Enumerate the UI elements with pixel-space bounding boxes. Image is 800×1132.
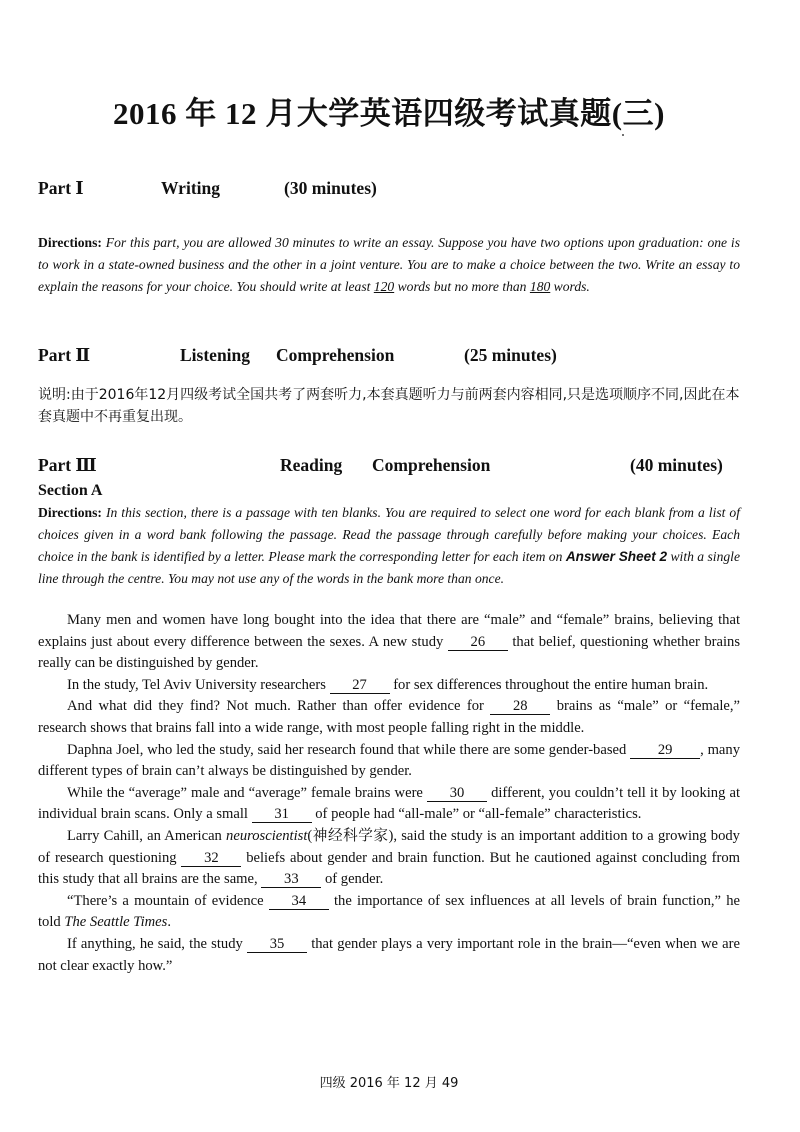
part1-label: Part Ⅰ [38, 178, 84, 198]
part2-note: 说明:由于2016年12月四级考试全国共考了两套听力,本套真题听力与前两套内容相同,只是选项顺序不同,因此在本套真题中不再重复出现。 [38, 387, 740, 425]
part1-directions [38, 232, 740, 298]
blank-35[interactable]: 35 [247, 936, 307, 953]
blank-33[interactable]: 33 [261, 871, 321, 888]
blank-30[interactable]: 30 [427, 785, 487, 802]
blank-29[interactable]: 29 [630, 742, 700, 759]
answer-sheet-ref: Answer Sheet 2 [565, 549, 668, 564]
passage-paragraph: If anything, he said, the study 35 that gender plays a very important role in the brain—“even when we are not clear exactly how.” [38, 935, 740, 974]
blank-31[interactable]: 31 [252, 806, 312, 823]
section-a-heading: Section A [38, 482, 103, 499]
max-words: 180 [529, 279, 551, 294]
directions-text: words but no more than [394, 279, 530, 294]
part3-label: Part Ⅲ [38, 455, 97, 475]
directions-label: Directions: [38, 235, 102, 250]
passage-paragraph: “There’s a mountain of evidence 34 the importance of sex influences at all levels of brain function,” he told The Seattle Times. [38, 892, 741, 931]
part2-name-2: Comprehension [276, 345, 395, 365]
chinese-gloss: (神经科学家) [307, 827, 394, 844]
part3-heading [38, 455, 740, 479]
exam-page [38, 0, 740, 1132]
part2-name-1: Listening [180, 345, 251, 365]
directions-label: Directions: [38, 505, 102, 520]
blank-26[interactable]: 26 [448, 634, 508, 651]
directions-text: with a single line through the centre. You may not use any of the words in the bank more than once. [38, 549, 740, 586]
blank-27[interactable]: 27 [330, 677, 390, 694]
part3-name-1: Reading [280, 455, 343, 475]
part2-label: Part Ⅱ [38, 345, 91, 365]
part3-time: (40 minutes) [630, 455, 723, 475]
part1-name: Writing [161, 178, 220, 198]
newspaper-name: The Seattle Times [64, 914, 168, 931]
scan-speck [622, 134, 624, 136]
part2-time: (25 minutes) [464, 345, 557, 365]
passage-paragraph: In the study, Tel Aviv University researchers 27 for sex differences throughout the entire human brain. [67, 676, 709, 693]
part3-directions [38, 502, 740, 590]
neuroscientist-term: neuroscientist [226, 827, 308, 844]
directions-text: In this section, there is a passage with ten blanks. You are required to select one word for each blank from a list of choices given in a word bank following the passage. Read the passage through carefully before making your choices. Each choice in the bank is identified by a letter. Please mark the corresponding letter for each item on [38, 505, 740, 564]
part1-heading [38, 178, 740, 202]
directions-text: words. [550, 279, 590, 294]
directions-text: For this part, you are allowed 30 minutes to write an essay. Suppose you have two options upon graduation: one is to work in a state-owned business and the other in a joint venture. You are to make a choice between the two. Write an essay to explain the reasons for your choice. You should write at least [38, 235, 740, 294]
part1-time: (30 minutes) [284, 178, 377, 198]
blank-34[interactable]: 34 [269, 893, 329, 910]
passage-paragraph: While the “average” male and “average” female brains were 30 different, you couldn’t tell it by looking at individual brain scans. Only a small 31 of people had “all-male” or “all-female” characteristics. [38, 784, 740, 823]
blank-28[interactable]: 28 [490, 698, 550, 715]
part2-heading [38, 345, 740, 369]
passage-paragraph: Daphna Joel, who led the study, said her research found that while there are some gender-based 29 , many different types of brain can’t always be distinguished by gender. [38, 741, 740, 780]
part3-name-2: Comprehension [372, 455, 491, 475]
page-footer: 四级 2016 年 12 月 49 [319, 1076, 459, 1091]
passage-paragraph: Larry Cahill, an American neuroscientist(神经科学家), said the study is an important addition to a growing body of research questioning 32 beliefs about gender and brain function. But he cautioned against concluding from this study that all brains are the same, 33 of gender. [38, 827, 740, 888]
reading-passage [38, 610, 740, 977]
blank-32[interactable]: 32 [181, 850, 241, 867]
passage-paragraph: And what did they find? Not much. Rather than offer evidence for 28 brains as “male” or “female,” research shows that brains fall into a wide range, with most people falling right in the middle. [38, 698, 740, 736]
passage-paragraph: Many men and women have long bought into the idea that there are “male” and “female” brains, believing that explains just about every difference between the sexes. A new study 26 that belief, questioning whether brains really can be distinguished by gender. [38, 612, 740, 672]
min-words: 120 [373, 279, 395, 294]
page-title: 2016 年 12 月大学英语四级考试真题(三) [113, 96, 665, 131]
